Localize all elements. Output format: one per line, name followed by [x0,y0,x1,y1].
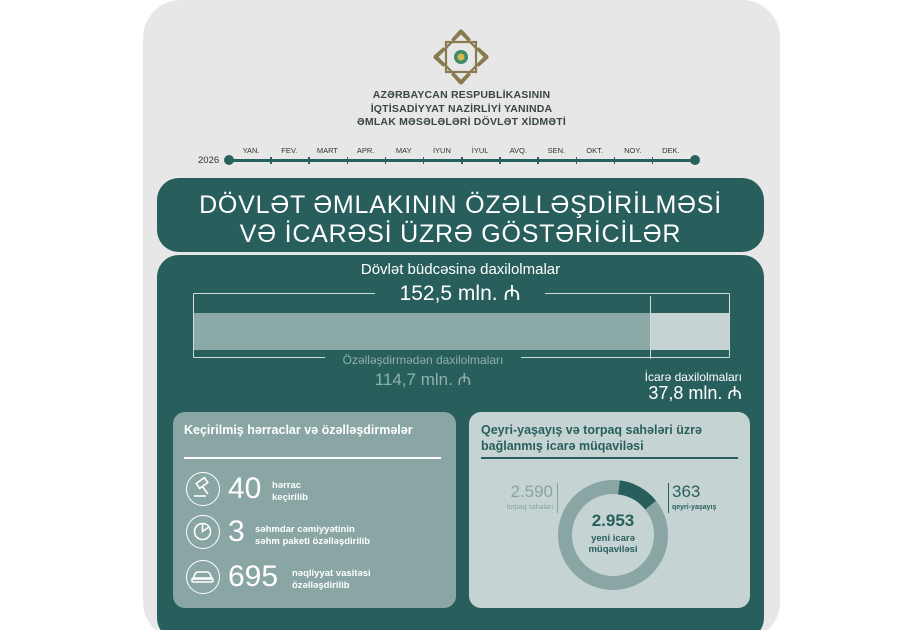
timeline-tick [347,157,349,164]
timeline-month: FEV. [281,146,298,155]
shares-count-text [255,524,370,548]
auctions-count-text-line-1: hərrac [272,480,302,491]
auctions-count-text [272,480,308,504]
land-label: torpaq sahələri [506,504,553,511]
budget-label: Dövlət büdcəsinə daxilolmalar [360,261,561,278]
leases-title: Qeyri-yaşayış və torpaq sahələri üzrə bağlanmış icarə müqaviləsi [481,423,702,453]
org-line-2: İQTİSADİYYAT NAZİRLİYİ YANINDA [370,102,553,115]
timeline-month: YAN. [242,146,260,155]
vehicles-count-text [292,568,371,592]
timeline-elapsed-line [228,159,538,162]
leases-total-label [578,533,648,555]
leases-rule [481,457,738,459]
timeline-start-dot [224,155,234,165]
auctions-title: Keçirilmiş hərraclar və özəlləşdirmələr [184,423,413,437]
shares-count: 3 [228,515,245,548]
bar-divider [650,296,651,359]
pie-chart-icon [186,515,220,549]
organization-name [300,89,623,130]
nonresidential-count: 363 [672,482,701,501]
timeline-end-dot [690,155,700,165]
timeline-year: 2026 [198,155,220,166]
leases-total-label-line-1: yeni icarə [591,533,635,544]
timeline-tick [270,157,272,164]
timeline-tick [308,157,310,164]
timeline-tick [423,157,425,164]
leases-total-count: 2.953 [591,511,635,530]
state-property-service-emblem-icon [430,26,492,88]
car-icon [186,560,220,594]
auctions-count: 40 [228,472,262,505]
timeline-tick [461,157,463,164]
land-pointer [557,483,558,513]
auctions-count-text-line-2: keçirilib [272,492,308,503]
timeline-tick [537,157,539,164]
timeline-tick [576,157,578,164]
rent-bar [651,313,729,350]
nonresidential-label: qeyri-yaşayış [672,504,717,511]
timeline-tick [652,157,654,164]
page-title [157,191,764,249]
privatization-label: Özəlləşdirmədən daxilolmaları [342,353,504,367]
shares-count-text-line-2: səhm paketi özəlləşdirilib [255,536,371,547]
privatization-bar [194,313,650,350]
timeline-month: İYUL [471,146,489,155]
leases-total-label-line-2: müqaviləsi [588,544,638,555]
land-count: 2.590 [510,482,553,501]
vehicles-count: 695 [228,560,279,593]
timeline-tick [499,157,501,164]
title-line-1: DÖVLƏT ƏMLAKININ ÖZƏLLƏŞDİRİLMƏSİ [199,191,722,219]
org-line-1: AZƏRBAYCAN RESPUBLİKASININ [372,89,551,101]
timeline-month: DEK. [662,146,680,155]
timeline-tick [614,157,616,164]
budget-total-wrap [375,280,545,308]
timeline-month: İYUN [432,146,451,155]
timeline-month: OKT. [586,146,603,155]
rent-value: 37,8 mln. ₼ [648,383,742,403]
privatization-value: 114,7 mln. ₼ [374,370,472,389]
org-line-3: ƏMLAK MƏSƏLƏLƏRİ DÖVLƏT XİDMƏTİ [357,116,566,128]
timeline-month: SEN. [547,146,566,155]
rent-label: İcarə daxilolmaları [644,370,742,384]
timeline-remaining-line [538,159,696,162]
vehicles-count-text-line-2: özəlləşdirilib [292,580,350,591]
gavel-icon [186,472,220,506]
timeline-tick [385,157,387,164]
vehicles-count-text-line-1: nəqliyyat vasitəsi [292,568,371,579]
title-line-2: VƏ İCARƏSİ ÜZRƏ GÖSTƏRİCİLƏR [239,220,682,248]
nonresidential-pointer [668,483,669,513]
shares-count-text-line-1: səhmdar cəmiyyətinin [255,524,355,535]
auctions-rule [184,457,441,459]
timeline-month: APR. [356,146,375,155]
timeline-month: AVQ. [509,146,527,155]
timeline-month: MART [316,146,338,155]
timeline-month: MAY [395,146,412,155]
timeline-month: NOY. [624,146,642,155]
budget-total: 152,5 mln. ₼ [399,282,521,305]
